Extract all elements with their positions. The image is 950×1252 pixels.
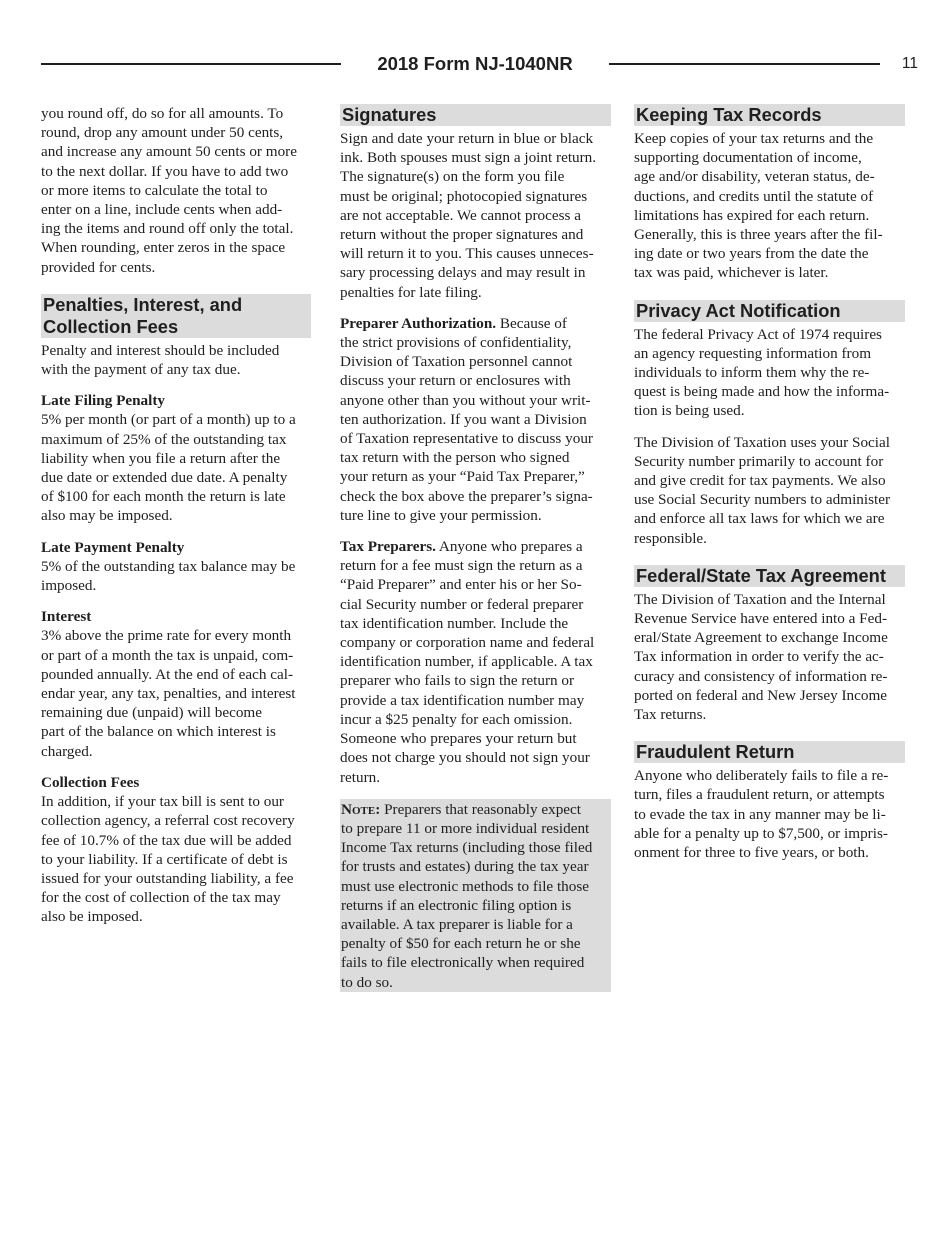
text-line: ductions, and credits until the statute of [634, 187, 874, 205]
text-line: penalty of $50 for each return he or she [341, 935, 581, 953]
text-line: identification number, if applicable. A tax [340, 653, 593, 671]
text-line: preparer who fails to sign the return or [340, 672, 575, 690]
text-line: ing the items and round off only the total. [41, 220, 294, 238]
text-line: discuss your return or enclosures with [340, 372, 571, 390]
late-filing-text [41, 410, 311, 525]
header-rule-right [609, 63, 880, 65]
fraud-section-title: Fraudulent Return [634, 741, 905, 763]
rounding-paragraph [41, 104, 311, 277]
text-line: In addition, if your tax bill is sent to our [41, 793, 284, 811]
text-line: issued for your outstanding liability, a fee [41, 869, 294, 887]
text-line: to the next dollar. If you have to add two [41, 162, 289, 180]
text-line: round, drop any amount under 50 cents, [41, 124, 284, 142]
text-line: Income Tax returns (including those filed [341, 839, 593, 857]
text-line: provided for cents. [41, 258, 156, 276]
preparer-authorization-text [340, 314, 611, 525]
text-line: tax return with the person who signed [340, 449, 570, 467]
text-line: company or corporation name and federal [340, 634, 595, 652]
text-line: returns if an electronic filing option is [341, 896, 572, 914]
text-line: an agency requesting information from [634, 344, 872, 362]
tax-preparers-text [340, 537, 611, 787]
text-line: return for a fee must sign the return as a [340, 557, 583, 575]
text-line: or more items to calculate the total to [41, 181, 268, 199]
text-line: penalties for late filing. [340, 283, 482, 301]
text-line: provide a tax identification number may [340, 691, 585, 709]
text-line: remaining due (unpaid) will become [41, 704, 262, 722]
text-line: Anyone who prepares a [435, 538, 583, 556]
privacy-section-title: Privacy Act Notification [634, 300, 905, 322]
text-line: Security number primarily to account for [634, 452, 884, 470]
text-line: of $100 for each month the return is late [41, 488, 286, 506]
text-line: part of the balance on which interest is [41, 723, 276, 741]
text-line: and enforce all tax laws for which we are [634, 510, 885, 528]
text-line: endar year, any tax, penalties, and interest [41, 685, 296, 703]
text-line: incur a $25 penalty for each omission. [340, 710, 573, 728]
text-line: to do so. [341, 973, 393, 991]
text-line: curacy and consistency of information re- [634, 667, 888, 685]
text-line: available. A tax preparer is liable for a [341, 915, 573, 933]
text-line: anyone other than you without your writ- [340, 391, 591, 409]
text-line: tax was paid, whichever is later. [634, 264, 829, 282]
collection-fees-heading: Collection Fees [41, 773, 140, 791]
text-line: use Social Security numbers to administer [634, 491, 891, 509]
text-line: Someone who prepares your return but [340, 730, 577, 748]
penalties-intro [41, 341, 311, 379]
text-line: able for a penalty up to $7,500, or impris- [634, 824, 888, 842]
page-number: 11 [901, 55, 918, 72]
text-line: to prepare 11 or more individual resident [341, 819, 590, 837]
text-line: 3% above the prime rate for every month [41, 627, 292, 645]
text-line: with the payment of any tax due. [41, 361, 241, 379]
text-line: Revenue Service have entered into a Fed- [634, 610, 888, 628]
text-line: return. [340, 768, 381, 786]
text-line: liability when you file a return after the [41, 449, 281, 467]
text-line: eral/State Agreement to exchange Income [634, 629, 888, 647]
text-line: imposed. [41, 577, 97, 595]
text-line: and give credit for tax payments. We also [634, 472, 886, 490]
text-line: The signature(s) on the form you file [340, 168, 565, 186]
text-line: to your liability. If a certificate of debt is [41, 850, 288, 868]
text-line: The Division of Taxation and the Internal [634, 590, 886, 608]
text-line: fails to file electronically when required [341, 954, 585, 972]
text-line: for trusts and estates) during the tax year [341, 858, 589, 876]
text-line: Keep copies of your tax returns and the [634, 130, 874, 147]
text-line: sary processing delays and may result in [340, 264, 586, 282]
text-line: Preparers that reasonably expect [380, 800, 581, 818]
text-line: Anyone who deliberately fails to file a re- [634, 767, 889, 785]
late-payment-heading: Late Payment Penalty [41, 538, 185, 556]
text-line: quest is being made and how the informa- [634, 383, 890, 401]
text-line: fee of 10.7% of the tax due will be added [41, 831, 292, 849]
text-line: and increase any amount 50 cents or more [41, 143, 297, 161]
signatures-text [340, 129, 611, 302]
interest-heading: Interest [41, 608, 92, 626]
interest-text [41, 626, 311, 760]
text-line: are not acceptable. We cannot process a [340, 206, 581, 224]
header-rule-left [41, 63, 341, 65]
late-payment-text [41, 557, 311, 595]
column-right [634, 104, 905, 862]
column-left [41, 104, 311, 927]
text-line: enter on a line, include cents when add- [41, 201, 283, 219]
text-line: tion is being used. [634, 402, 745, 420]
penalties-section-title [41, 294, 311, 338]
text-line: to evade the tax in any manner may be li- [634, 805, 886, 823]
privacy-text-2 [634, 433, 905, 548]
text-line: individuals to inform them why the re- [634, 364, 870, 382]
text-line: your return as your “Paid Tax Preparer,” [340, 468, 585, 486]
fraud-text [634, 766, 905, 862]
text-line: tax identification number. Include the [340, 614, 569, 632]
text-line: ten authorization. If you want a Division [340, 410, 587, 428]
text-line: responsible. [634, 529, 707, 547]
text-line: ported on federal and New Jersey Income [634, 686, 888, 704]
text-line: Sign and date your return in blue or black [340, 130, 594, 147]
agreement-section-title: Federal/State Tax Agreement [634, 565, 905, 587]
text-line: 5% per month (or part of a month) up to a [41, 411, 296, 429]
agreement-text [634, 590, 905, 724]
late-filing-heading: Late Filing Penalty [41, 392, 166, 410]
privacy-text-1 [634, 325, 905, 421]
collection-fees-text [41, 792, 311, 926]
text-line: Division of Taxation personnel cannot [340, 353, 573, 371]
note-label: Note: [341, 800, 381, 818]
preparer-authorization-heading: Preparer Authorization. [340, 314, 497, 332]
text-line: ture line to give your permission. [340, 506, 542, 524]
text-line: the strict provisions of confidentiality, [340, 334, 572, 352]
text-line: collection agency, a referral cost recovery [41, 812, 295, 830]
text-line: The Division of Taxation uses your Social [634, 433, 890, 451]
text-line: Tax returns. [634, 706, 707, 724]
text-line: also may be imposed. [41, 507, 173, 525]
text-line: ing date or two years from the date the [634, 245, 869, 263]
text-line: When rounding, enter zeros in the space [41, 239, 286, 257]
text-line: you round off, do so for all amounts. To [41, 105, 284, 122]
title-line: Collection Fees [43, 315, 179, 337]
column-middle [340, 104, 611, 992]
title-line: Penalties, Interest, and [43, 293, 243, 315]
text-line: age and/or disability, veteran status, de- [634, 168, 875, 186]
text-line: pounded annually. At the end of each cal- [41, 665, 294, 683]
text-line: supporting documentation of income, [634, 149, 862, 167]
text-line: The federal Privacy Act of 1974 requires [634, 325, 882, 343]
form-title: 2018 Form NJ-1040NR [377, 53, 573, 74]
page-header [0, 52, 950, 76]
text-line: charged. [41, 742, 93, 760]
text-line: Because of [496, 314, 567, 332]
records-text [634, 129, 905, 283]
records-section-title: Keeping Tax Records [634, 104, 905, 126]
text-line: check the box above the preparer’s signa- [340, 487, 593, 505]
note-box [340, 799, 611, 992]
text-line: maximum of 25% of the outstanding tax [41, 430, 287, 448]
text-line: 5% of the outstanding tax balance may be [41, 557, 296, 575]
text-line: or part of a month the tax is unpaid, com- [41, 646, 294, 664]
text-line: does not charge you should not sign your [340, 749, 590, 767]
text-line: must use electronic methods to file those [341, 877, 590, 895]
signatures-section-title: Signatures [340, 104, 611, 126]
text-line: Penalty and interest should be included [41, 341, 280, 359]
text-line: of Taxation representative to discuss your [340, 430, 593, 448]
text-line: Tax information in order to verify the ac- [634, 648, 884, 666]
text-line: return without the proper signatures and [340, 226, 584, 244]
text-line: “Paid Preparer” and enter his or her So- [340, 576, 582, 594]
text-line: must be original; photocopied signatures [340, 187, 588, 205]
tax-preparers-heading: Tax Preparers. [340, 538, 436, 556]
text-line: also be imposed. [41, 908, 143, 926]
text-line: cial Security number or federal preparer [340, 595, 584, 613]
text-line: for the cost of collection of the tax may [41, 889, 281, 907]
text-line: onment for three to five years, or both. [634, 844, 869, 862]
text-line: will return it to you. This causes unneces- [340, 245, 594, 263]
text-line: turn, files a fraudulent return, or attempts [634, 786, 885, 804]
text-line: limitations has expired for each return. [634, 206, 870, 224]
text-line: Generally, this is three years after the fil- [634, 226, 883, 244]
text-line: due date or extended due date. A penalty [41, 469, 288, 487]
text-line: ink. Both spouses must sign a joint return. [340, 149, 597, 167]
